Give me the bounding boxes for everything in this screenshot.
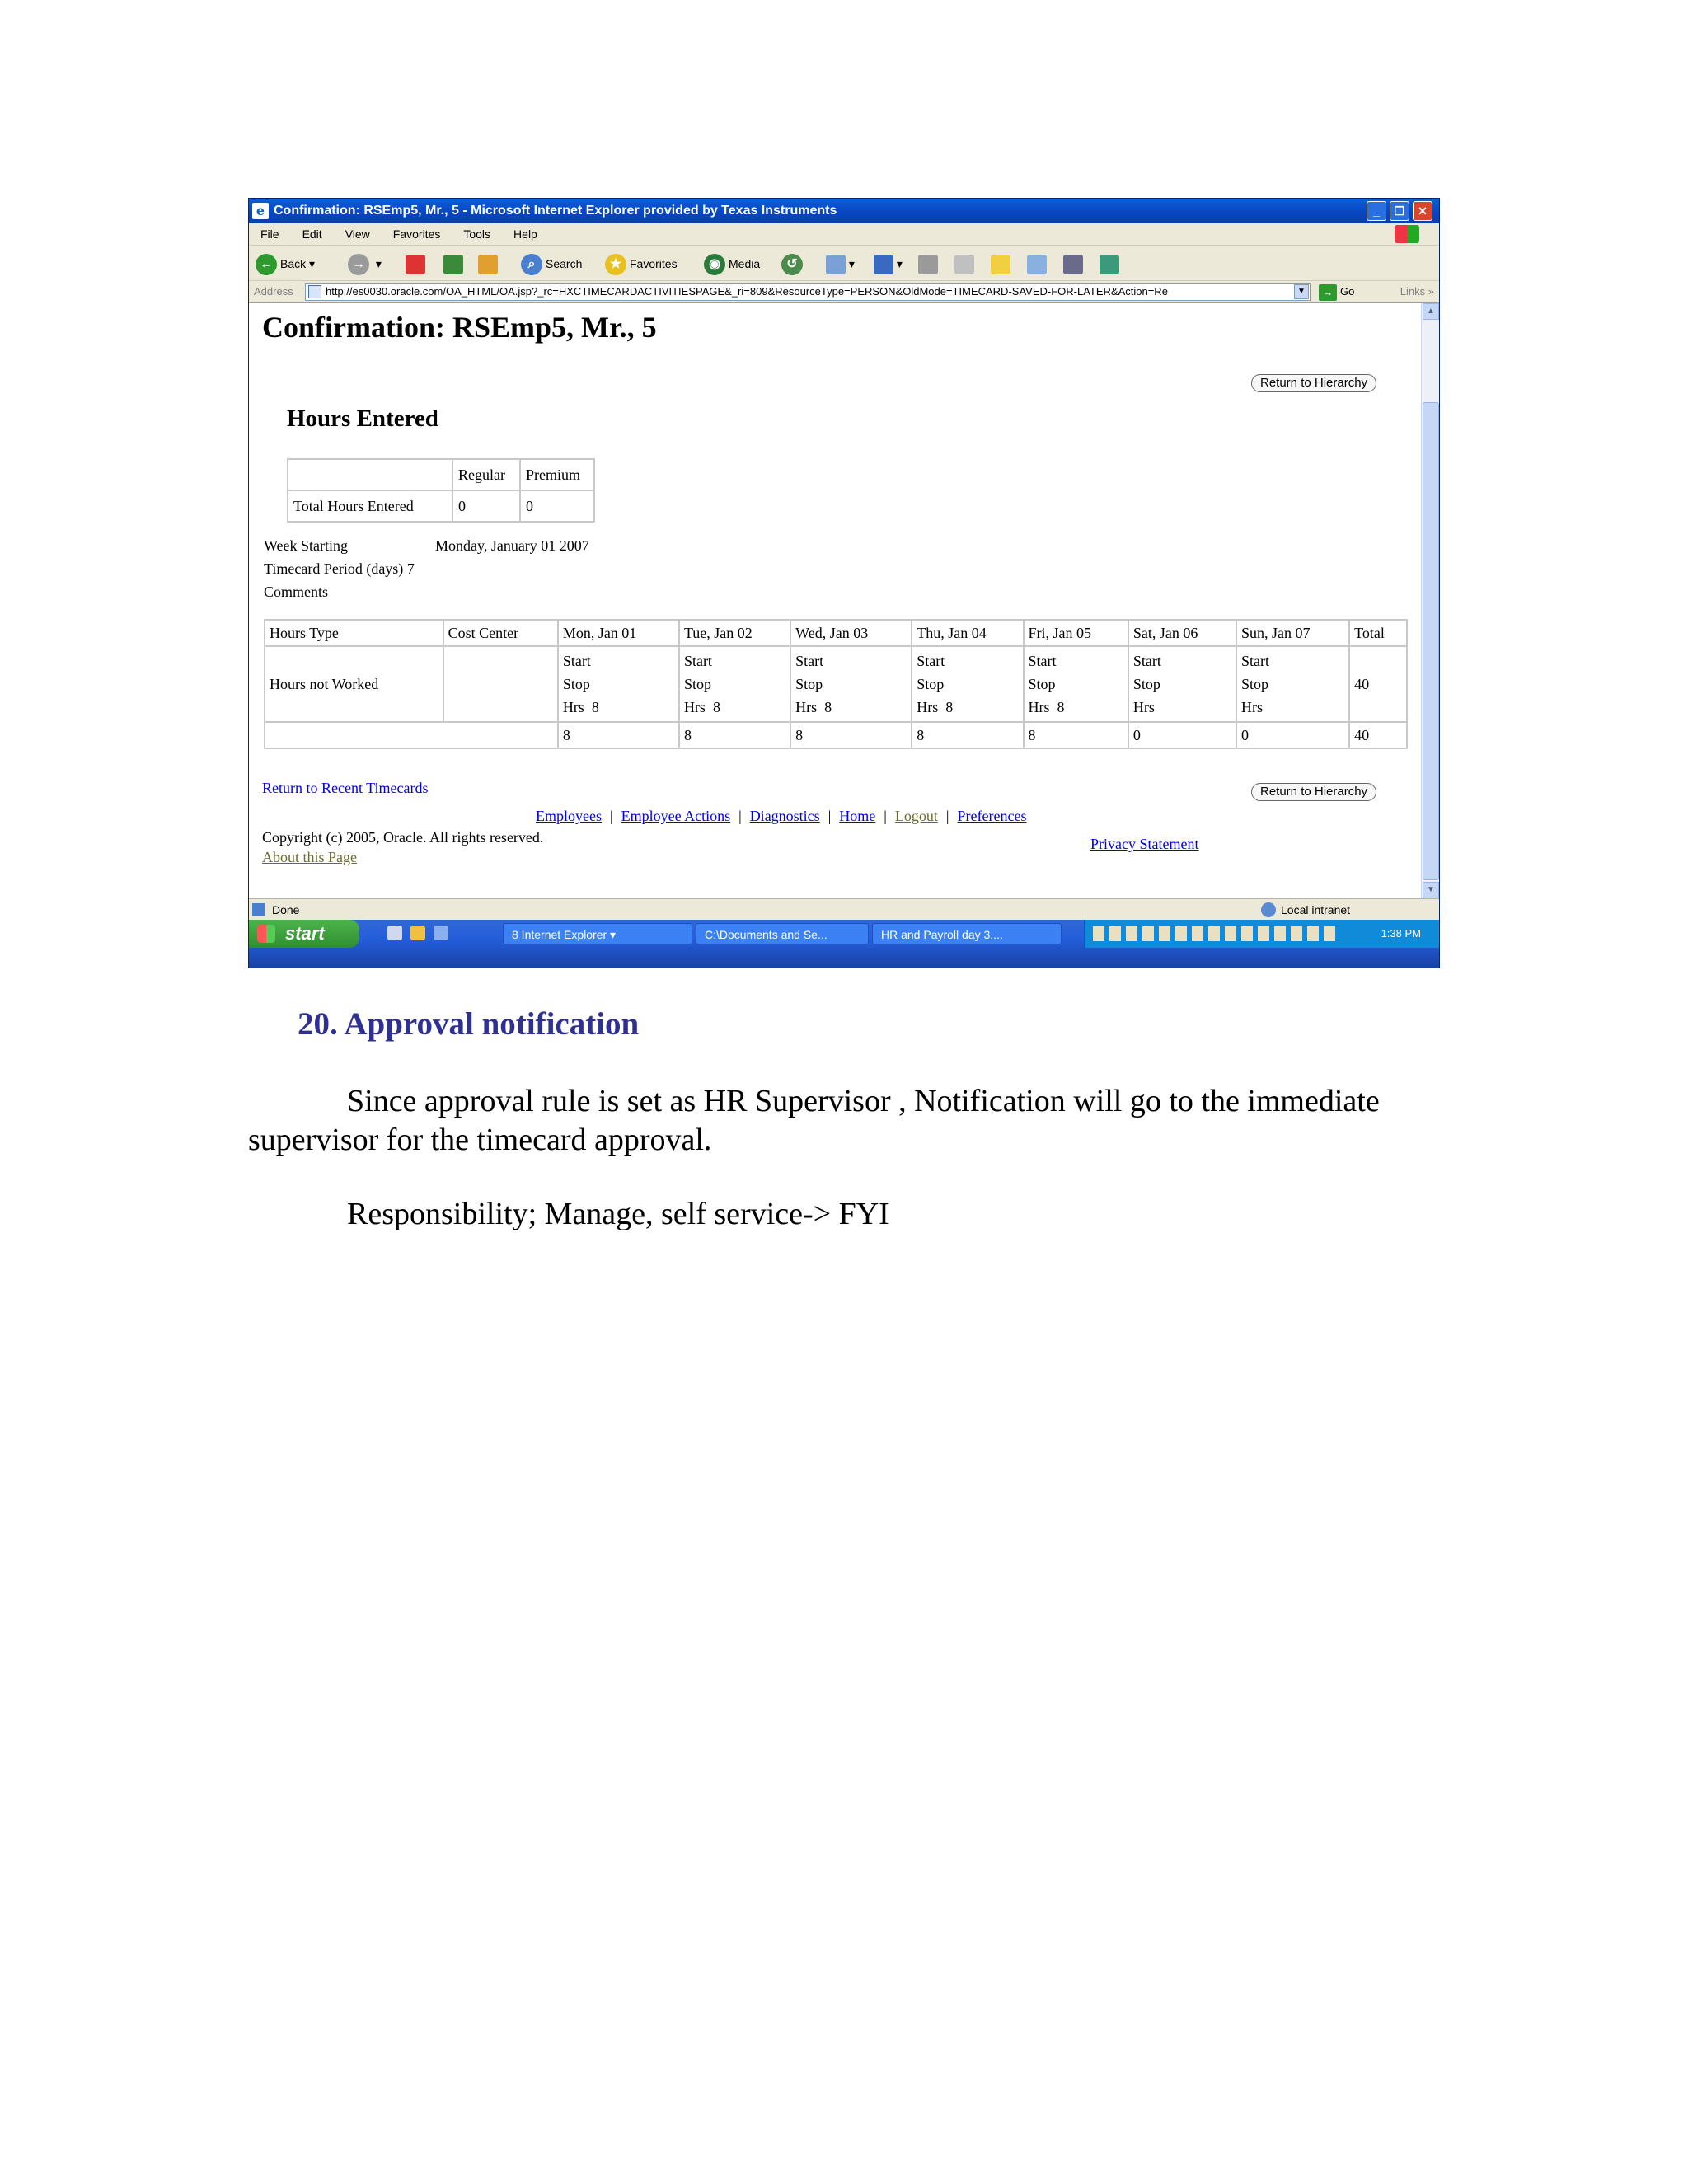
day-cell-mon: [558, 646, 679, 722]
hrs-line: [1133, 696, 1231, 719]
task-label: 8 Internet Explorer: [512, 928, 607, 941]
status-bar: [249, 898, 1439, 921]
week-starting-label: Week Starting: [264, 537, 349, 554]
summary-empty-cell: [288, 459, 452, 490]
start-label: Start: [683, 653, 712, 669]
stop-label: Stop: [795, 676, 823, 692]
timecard-period-value: 7: [406, 560, 415, 577]
section-heading: 20. Approval notification: [298, 1006, 640, 1042]
row-hours-type: Hours not Worked: [265, 646, 443, 722]
search-icon: ⌕: [521, 254, 542, 275]
total-thu: 8: [912, 722, 1023, 748]
page-title: Confirmation: RSEmp5, Mr., 5: [262, 311, 657, 344]
close-icon[interactable]: ✕: [1413, 201, 1432, 221]
address-label: Address: [254, 285, 293, 298]
col-mon: Mon, Jan 01: [558, 620, 679, 646]
summary-regular-value: 0: [452, 490, 520, 522]
page-status-icon: [252, 903, 265, 916]
total-tue: 8: [679, 722, 790, 748]
windows-flag-icon: [1395, 225, 1419, 243]
links-button[interactable]: Links »: [1400, 285, 1434, 298]
total-sun: 0: [1236, 722, 1349, 748]
stop-label: Stop: [1241, 676, 1269, 692]
windows-logo-icon: [257, 925, 275, 943]
forward-arrow-icon: →: [348, 254, 369, 275]
address-input[interactable]: [305, 283, 1311, 301]
col-thu: Thu, Jan 04: [912, 620, 1023, 646]
ie-icon: e: [252, 203, 269, 219]
title-bar: [249, 199, 1439, 223]
print-icon: [918, 255, 938, 274]
col-cost-center: Cost Center: [443, 620, 558, 646]
hrs-label: Hrs: [562, 699, 584, 715]
hrs-label: Hrs: [917, 699, 939, 715]
footer-nav: [536, 808, 1026, 825]
preferences-link[interactable]: Preferences: [957, 808, 1027, 824]
hours-entered-heading: Hours Entered: [287, 405, 438, 432]
intranet-icon: [1261, 902, 1276, 917]
col-hours-type: Hours Type: [265, 620, 443, 646]
start-label: Start: [917, 653, 945, 669]
clock: 1:38 PM: [1381, 927, 1421, 940]
total-fri: 8: [1024, 722, 1128, 748]
page-icon: [308, 285, 321, 298]
col-total: Total: [1349, 620, 1407, 646]
menu-help[interactable]: Help: [513, 227, 537, 241]
hrs-line: [563, 696, 674, 719]
menu-file[interactable]: File: [260, 227, 279, 241]
start-label: start: [285, 923, 325, 944]
clipboard-button[interactable]: [1063, 252, 1083, 275]
media-icon: ◉: [704, 254, 725, 275]
separator: |: [884, 808, 887, 824]
week-starting-value: Monday, January 01 2007: [435, 537, 589, 554]
address-bar: [249, 281, 1439, 303]
window-title: Confirmation: RSEmp5, Mr., 5 - Microsoft Internet Explorer provided by Texas Instruments: [274, 204, 837, 218]
employee-actions-link[interactable]: Employee Actions: [621, 808, 731, 824]
hrs-label: Hrs: [683, 699, 706, 715]
employees-link[interactable]: Employees: [536, 808, 602, 824]
messenger-button[interactable]: [1100, 252, 1119, 275]
media-button[interactable]: [704, 252, 760, 275]
task-label: C:\Documents and Se...: [705, 928, 828, 941]
task-documents[interactable]: [696, 923, 869, 944]
go-label: Go: [1340, 285, 1355, 298]
hrs-value: 8: [824, 699, 832, 715]
research-button[interactable]: [1027, 252, 1047, 275]
col-fri: Fri, Jan 05: [1024, 620, 1128, 646]
restore-icon[interactable]: ❐: [1390, 201, 1409, 221]
edit-button[interactable]: [954, 252, 974, 275]
stop-label: Stop: [562, 676, 590, 692]
discuss-icon: [991, 255, 1010, 274]
refresh-icon: [443, 255, 463, 274]
stop-label: Stop: [917, 676, 945, 692]
scroll-thumb[interactable]: [1423, 402, 1439, 880]
favorites-button[interactable]: [605, 252, 678, 275]
stop-button[interactable]: [406, 252, 425, 275]
tray-icons[interactable]: [1093, 926, 1340, 941]
row-total: 40: [1349, 646, 1407, 722]
start-label: Start: [795, 653, 824, 669]
day-cell-wed: [790, 646, 912, 722]
media-label: Media: [729, 257, 761, 270]
home-link[interactable]: Home: [839, 808, 876, 824]
clipboard-icon: [1063, 255, 1083, 274]
summary-row-label: Total Hours Entered: [288, 490, 452, 522]
summary-header-regular: Regular: [452, 459, 520, 490]
logout-link[interactable]: Logout: [894, 808, 938, 824]
page-content: [249, 303, 1421, 898]
hrs-line: [917, 696, 1018, 719]
font-button[interactable]: ▾: [874, 252, 903, 275]
quicklaunch-ie-icon[interactable]: [434, 926, 448, 940]
hrs-value: 8: [712, 699, 720, 715]
summary-header-premium: Premium: [520, 459, 594, 490]
browser-window: [248, 198, 1440, 968]
toolbar: [249, 246, 1439, 281]
hrs-label: Hrs: [1132, 699, 1155, 715]
quicklaunch-desktop-icon[interactable]: [387, 926, 402, 940]
history-button[interactable]: [781, 252, 806, 275]
hrs-label: Hrs: [1241, 699, 1264, 715]
start-label: Start: [1028, 653, 1057, 669]
home-icon: [478, 255, 498, 274]
return-to-hierarchy-button-top[interactable]: Return to Hierarchy: [1251, 374, 1376, 392]
hrs-value: 8: [1057, 699, 1065, 715]
research-icon: [1027, 255, 1047, 274]
total-mon: 8: [558, 722, 679, 748]
diagnostics-link[interactable]: Diagnostics: [749, 808, 820, 824]
hrs-line: [684, 696, 785, 719]
menu-tools[interactable]: Tools: [463, 227, 491, 241]
menu-favorites[interactable]: Favorites: [392, 227, 441, 241]
row-cost-center: [443, 646, 558, 722]
col-tue: Tue, Jan 02: [679, 620, 790, 646]
hrs-value: 8: [945, 699, 954, 715]
task-internet-explorer[interactable]: 8 Internet Explorer ▾: [503, 923, 692, 944]
summary-premium-value: 0: [520, 490, 594, 522]
about-this-page-link[interactable]: About this Page: [262, 849, 357, 865]
status-text: Done: [272, 903, 300, 916]
total-wed: 8: [790, 722, 912, 748]
menu-edit[interactable]: Edit: [302, 227, 322, 241]
comments-label: Comments: [264, 583, 329, 600]
back-label: Back: [280, 257, 307, 270]
hrs-line: [1029, 696, 1123, 719]
star-icon: ★: [605, 254, 626, 275]
separator: |: [738, 808, 742, 824]
mail-icon: [826, 255, 846, 274]
hours-summary-table: [287, 458, 595, 523]
total-sat: 0: [1128, 722, 1236, 748]
col-sat: Sat, Jan 06: [1128, 620, 1236, 646]
menu-bar: [249, 223, 1439, 246]
day-cell-tue: [679, 646, 790, 722]
privacy-statement-link[interactable]: Privacy Statement: [1090, 836, 1199, 852]
messenger-icon: [1100, 255, 1119, 274]
quicklaunch-folder-icon[interactable]: [410, 926, 425, 940]
start-button[interactable]: [249, 920, 359, 948]
discuss-button[interactable]: [991, 252, 1010, 275]
search-button[interactable]: [521, 252, 582, 275]
totals-label-cell: [265, 722, 558, 748]
body-paragraph: Since approval rule is set as HR Supervisor , Notification will go to the immediate supervisor for the timecard approval.: [248, 1084, 1380, 1157]
col-sun: Sun, Jan 07: [1236, 620, 1349, 646]
url-text: http://es0030.oracle.com/OA_HTML/OA.jsp?_rc=HXCTIMECARDACTIVITIESPAGE&_ri=809&ResourceType=PERSON&OldMode=TIMECARD-SAVED-FOR-LATER&Action=Re: [326, 285, 1168, 298]
day-cell-thu: [912, 646, 1023, 722]
hrs-value: 8: [591, 699, 599, 715]
timecard-period-label: Timecard Period (days): [264, 560, 404, 577]
stop-icon: [406, 255, 425, 274]
minimize-icon[interactable]: _: [1367, 201, 1386, 221]
hrs-label: Hrs: [795, 699, 818, 715]
forward-button[interactable]: → ▾: [348, 252, 382, 275]
links-label: Links: [1400, 285, 1426, 298]
timecard-period: [264, 560, 415, 578]
vertical-scrollbar[interactable]: [1421, 303, 1439, 898]
responsibility-line: Responsibility; Manage, self service-> FYI: [347, 1197, 889, 1231]
address-dropdown-icon[interactable]: ▼: [1294, 284, 1309, 299]
timecard-table: [264, 619, 1408, 749]
refresh-button[interactable]: [443, 252, 463, 275]
grand-total: 40: [1349, 722, 1407, 748]
go-button[interactable]: [1319, 283, 1354, 301]
day-cell-fri: [1024, 646, 1128, 722]
favorites-label: Favorites: [630, 257, 678, 270]
system-tray: [1084, 920, 1439, 948]
stop-label: Stop: [683, 676, 711, 692]
start-label: Start: [1241, 653, 1270, 669]
day-cell-sun: [1236, 646, 1349, 722]
hrs-line: [1241, 696, 1344, 719]
stop-label: Stop: [1132, 676, 1160, 692]
print-button[interactable]: [918, 252, 938, 275]
copyright-text: Copyright (c) 2005, Oracle. All rights reserved.: [262, 829, 544, 846]
return-to-hierarchy-button-bottom[interactable]: Return to Hierarchy: [1251, 783, 1376, 801]
stop-label: Stop: [1028, 676, 1056, 692]
back-button[interactable]: ← Back ▾: [256, 252, 315, 275]
zone-text: Local intranet: [1281, 903, 1351, 916]
hrs-line: [795, 696, 907, 719]
task-hr-payroll[interactable]: [872, 923, 1062, 944]
back-arrow-icon: ←: [256, 254, 277, 275]
go-arrow-icon: →: [1319, 284, 1337, 301]
col-wed: Wed, Jan 03: [790, 620, 912, 646]
day-cell-sat: [1128, 646, 1236, 722]
menu-view[interactable]: View: [345, 227, 370, 241]
history-icon: ↺: [781, 254, 803, 275]
hrs-label: Hrs: [1028, 699, 1050, 715]
separator: |: [828, 808, 832, 824]
taskbar: [249, 920, 1439, 968]
mail-button[interactable]: ▾: [826, 252, 855, 275]
separator: |: [945, 808, 950, 824]
edit-icon: [954, 255, 974, 274]
scroll-up-icon[interactable]: ▲: [1423, 303, 1439, 320]
start-label: Start: [1132, 653, 1161, 669]
font-icon: [874, 255, 893, 274]
search-label: Search: [546, 257, 583, 270]
scroll-down-icon[interactable]: ▼: [1423, 882, 1439, 898]
separator: |: [609, 808, 613, 824]
home-button[interactable]: [478, 252, 498, 275]
start-label: Start: [562, 653, 591, 669]
task-label: HR and Payroll day 3....: [881, 928, 1003, 941]
return-to-recent-timecards-link[interactable]: Return to Recent Timecards: [262, 780, 429, 796]
